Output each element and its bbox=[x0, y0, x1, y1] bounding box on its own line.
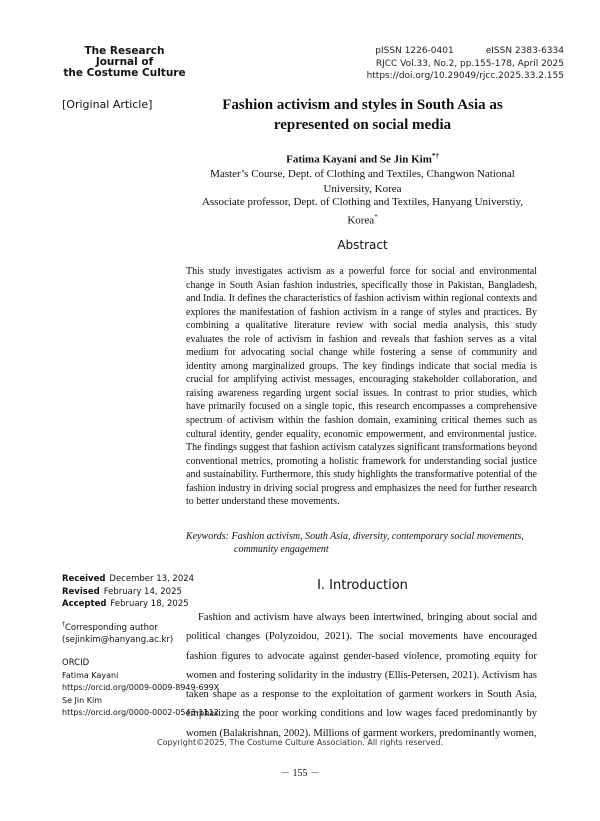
journal-name bbox=[62, 46, 187, 79]
article-type: [Original Article] bbox=[62, 98, 153, 111]
affiliation-1 bbox=[190, 167, 535, 197]
affiliation-2-mark: * bbox=[374, 213, 378, 221]
author-names: Fatima Kayani and Se Jin Kim bbox=[286, 153, 432, 166]
accepted-value: February 18, 2025 bbox=[110, 599, 189, 609]
orcid-url-1[interactable]: https://orcid.org/0009-0009-8949-699X bbox=[62, 683, 220, 692]
accepted-date bbox=[62, 598, 194, 611]
orcid-url-2[interactable]: https://orcid.org/0000-0002-0543-1112 bbox=[62, 708, 219, 717]
journal-name-line2: the Costume Culture bbox=[63, 67, 186, 79]
affiliation-2 bbox=[190, 195, 535, 229]
doi-link[interactable]: https://doi.org/10.29049/rjcc.2025.33.2.155 bbox=[366, 71, 564, 81]
pissn: pISSN 1226-0401 bbox=[375, 46, 454, 56]
keywords-line2: community engagement bbox=[234, 544, 329, 555]
abstract-body: This study investigates activism as a powerful force for social and environmental change in South Asian fashion industries, specifically those in Pakistan, Bangladesh, and India. It defines the characteristics of fashion activism within regional contexts and explores the manifestation of fashion activism in a range of styles and practices. By combining a qualitative literature review with social media analysis, this study evaluates the role of activism in fashion and reveals that fashion serves as a vital medium for advocating social change while fostering a sense of community and identity among marginalized groups. The key findings indicate that social media is crucial for amplifying activist messages, encouraging stakeholder collaboration, and raising awareness regarding urgent social issues. In contrast to prior studies, which have primarily focused on a single topic, this research encompasses a comprehensive spectrum of activism within the fashion domain, examining critical themes such as cultural identity, gender equality, economic empowerment, and environmental justice. The findings suggest that fashion activism catalyzes significant transformations beyond conventional metrics, promoting a holistic framework for understanding social justice and sustainability. Furthermore, this study highlights the transformative potential of the fashion industry in driving social progress and emphasizes the need for further research to better understand these movements. bbox=[186, 266, 537, 508]
eissn: eISSN 2383-6334 bbox=[485, 46, 564, 56]
article-title: Fashion activism and styles in South Asia as represented on social media bbox=[222, 97, 503, 133]
revised-date bbox=[62, 586, 194, 599]
author-marks: *† bbox=[431, 152, 439, 160]
journal-name-line1: The Research Journal of bbox=[84, 45, 165, 68]
revised-label: Revised bbox=[62, 586, 100, 597]
corresponding-email[interactable]: (sejinkim@hanyang.ac.kr) bbox=[62, 635, 174, 646]
corresponding-label: Corresponding author bbox=[65, 622, 158, 633]
received-date bbox=[62, 573, 194, 586]
introduction-heading: Ⅰ. Introduction bbox=[317, 578, 408, 593]
abstract-heading: Abstract bbox=[337, 238, 388, 252]
introduction-body: Fashion and activism have always been intertwined, bringing about social and political changes (Polyzoidou, 2021). The social movements have encouraged fashion figures to advocate against gender-based violence, promoting equity for women and fostering solidarity in the industry (Ellis-Petersen, 2021). Activism has taken shape as a response to the exploitation of garment workers in South Asia, emphasizing the poor working conditions and low wages faced predominantly by women (Balakrishnan, 2002). Millions of garment workers, predominantly women, bbox=[186, 612, 537, 739]
publication-info bbox=[344, 45, 564, 83]
accepted-label: Accepted bbox=[62, 599, 107, 609]
affiliation-1-text: Master’s Course, Dept. of Clothing and Textiles, Changwon National University, Korea bbox=[210, 168, 515, 195]
keywords-line1: Fashion activism, South Asia, diversity, contemporary social movements, bbox=[231, 531, 524, 542]
copyright-notice: Copyright©2025, The Costume Culture Association. All rights reserved. bbox=[156, 738, 444, 747]
affiliation-2-text: Associate professor, Dept. of Clothing and Textiles, Hanyang Universtiy, Korea bbox=[201, 196, 524, 227]
received-value: December 13, 2024 bbox=[109, 574, 195, 584]
authors bbox=[190, 152, 535, 166]
revised-value: February 14, 2025 bbox=[103, 586, 182, 597]
keywords-label: Keywords: bbox=[186, 531, 229, 542]
orcid-name-2: Se Jin Kim bbox=[62, 695, 102, 705]
article-dates bbox=[62, 573, 194, 611]
keywords bbox=[186, 530, 537, 556]
volume-info: RJCC Vol.33, No.2, pp.155-178, April 2025 bbox=[375, 58, 564, 69]
orcid-heading: ORCID bbox=[62, 658, 90, 668]
corresponding-mark: † bbox=[62, 621, 65, 628]
orcid-name-1: Fatima Kayani bbox=[62, 670, 119, 680]
corresponding-author bbox=[62, 619, 173, 647]
received-label: Received bbox=[62, 574, 106, 584]
page-number: － 155 － bbox=[280, 768, 320, 779]
